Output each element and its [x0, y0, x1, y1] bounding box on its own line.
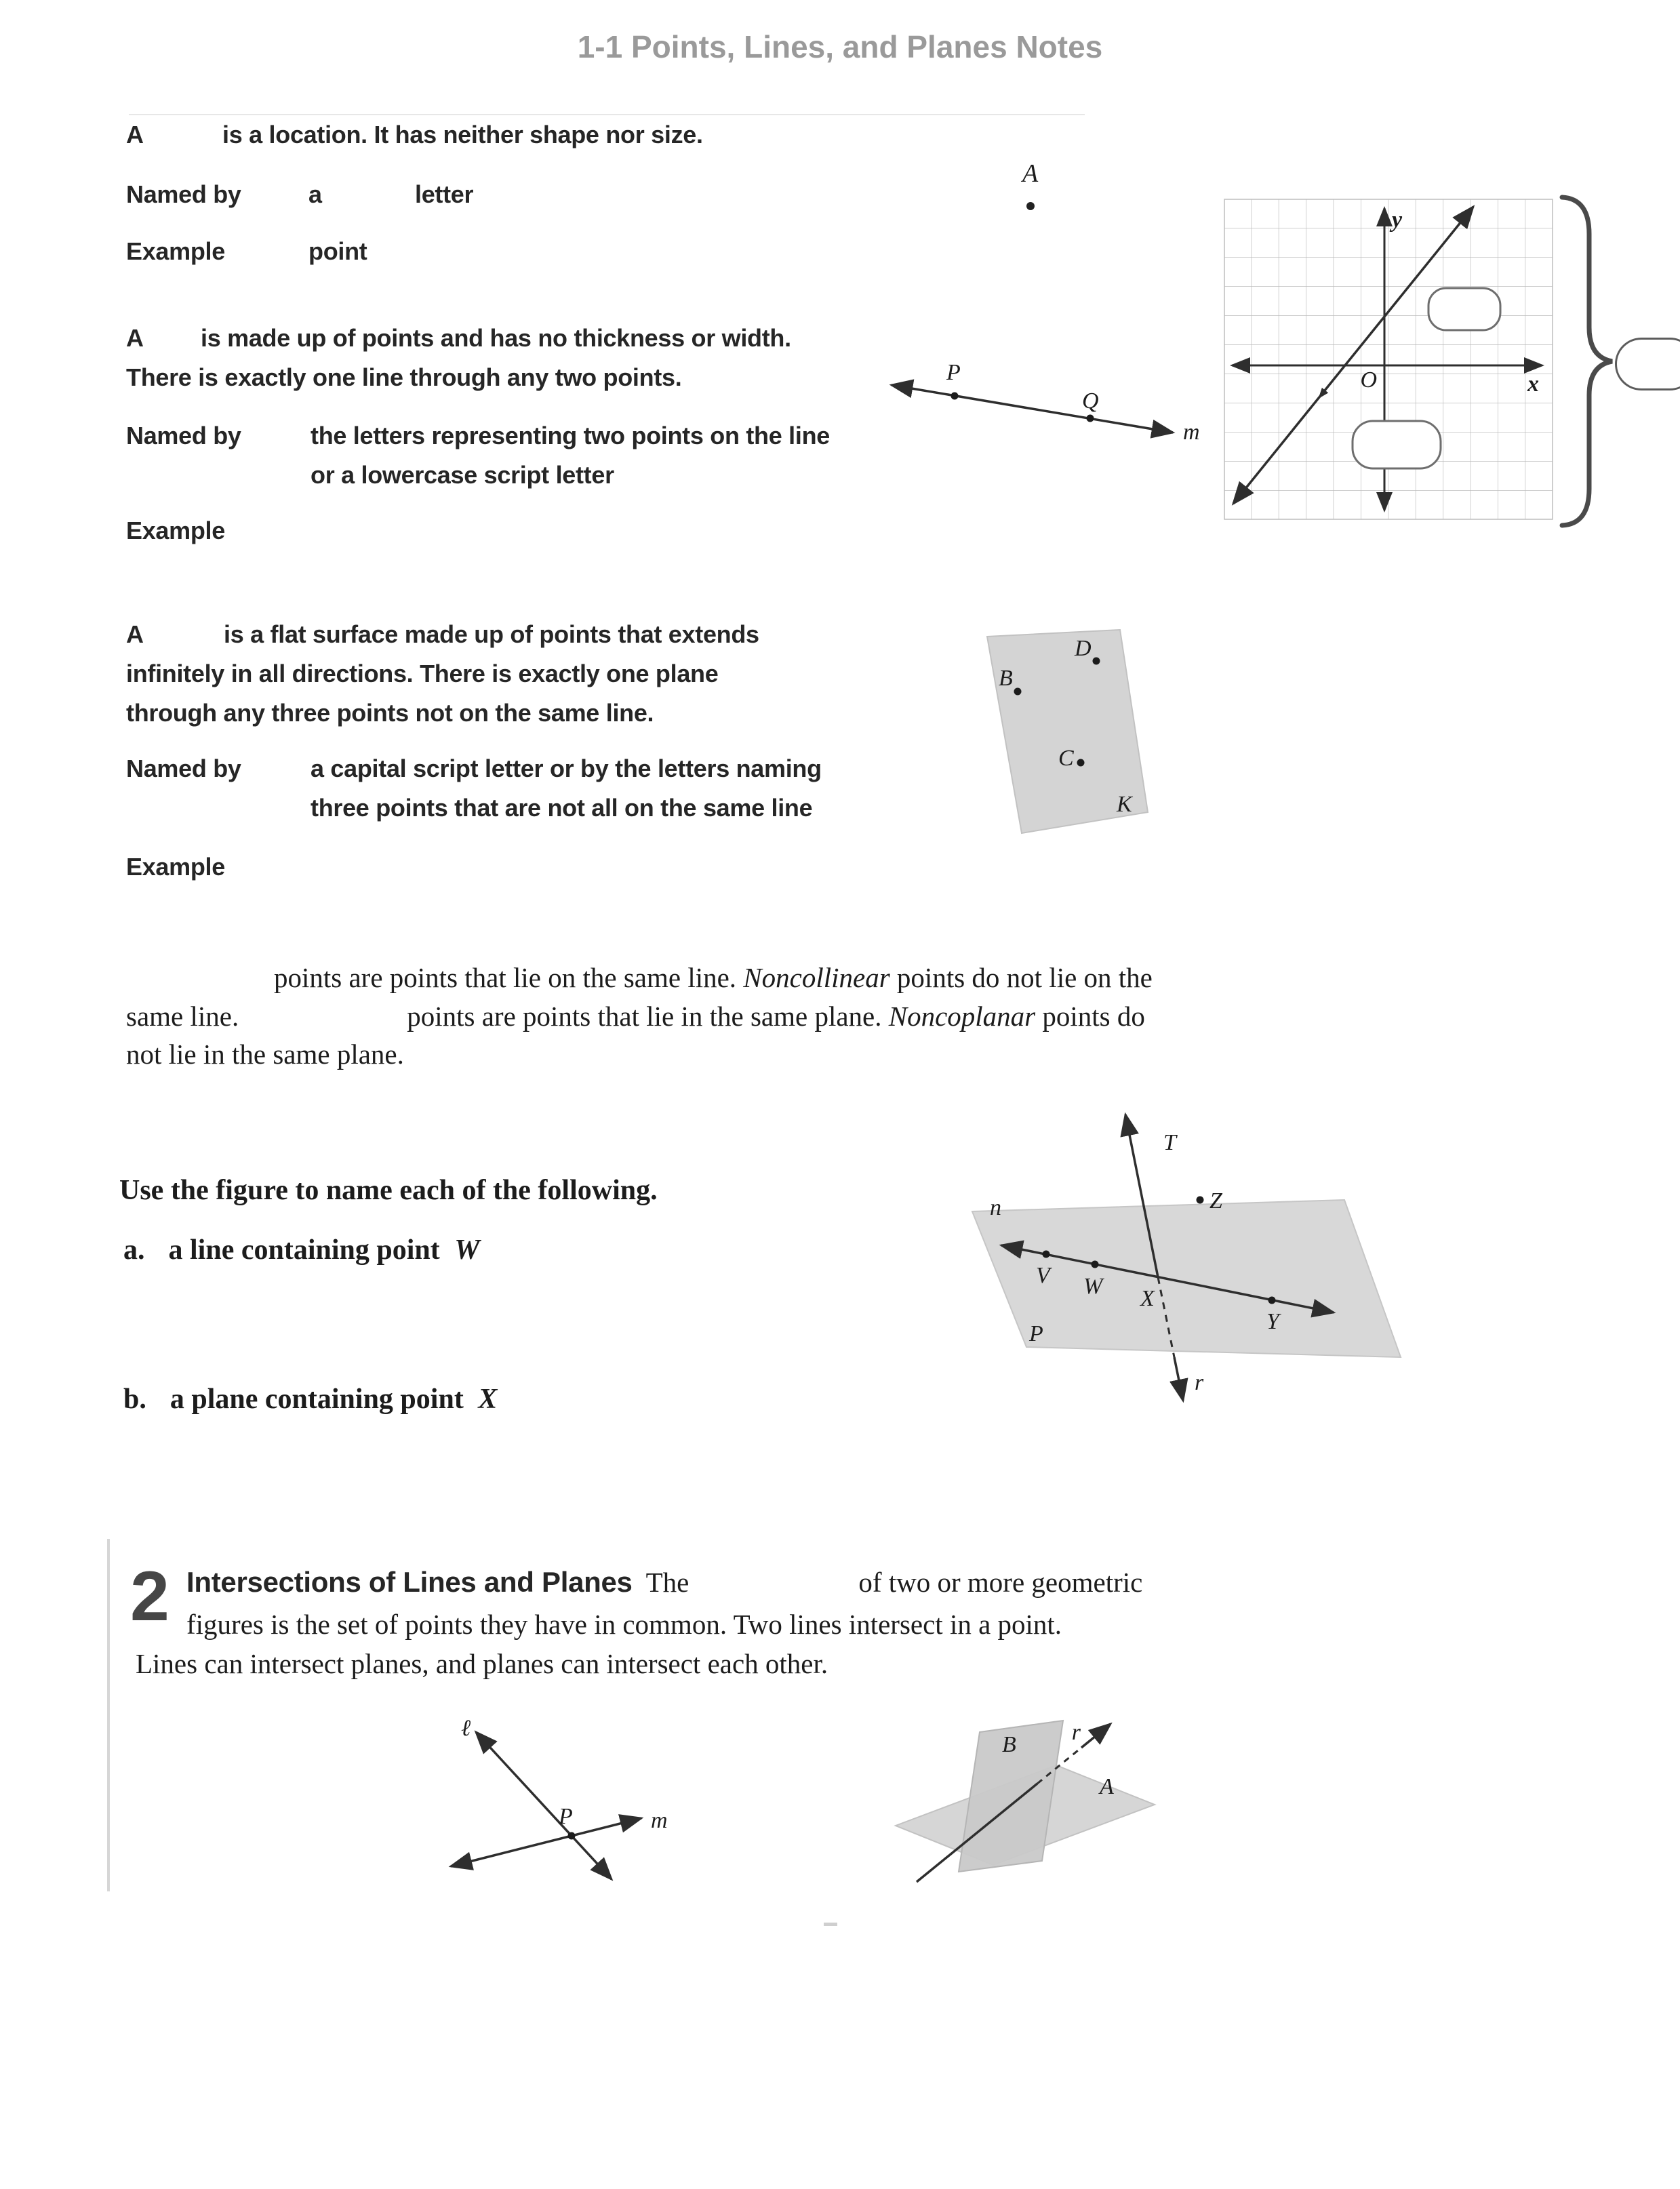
point-p2-dot: [568, 1832, 576, 1840]
collinear-paragraph-line3: not lie in the same plane.: [126, 1039, 404, 1070]
plane-named-by-label: Named by: [126, 755, 241, 782]
line-term-prefix: A: [126, 324, 144, 352]
section-2-line1: Intersections of Lines and Planes The of two or more geometric: [186, 1566, 1143, 1598]
plane-p-figure: [936, 1105, 1431, 1451]
origin-label: O: [1360, 367, 1377, 393]
point-figure-label: A: [1022, 159, 1039, 188]
line-t-lower: [1174, 1357, 1183, 1401]
plane-b-label: B: [1002, 1732, 1016, 1757]
coplanar-blank: [239, 1025, 407, 1026]
point-c-dot: [1077, 759, 1085, 767]
section-2-heading: Intersections of Lines and Planes: [186, 1566, 633, 1598]
point-q-label: Q: [1082, 388, 1099, 414]
line-definition-2: There is exactly one line through any two points.: [126, 363, 682, 391]
section-2-lead: The: [645, 1567, 689, 1598]
scan-artifact-line: [129, 114, 1085, 115]
point-v-dot: [1043, 1251, 1050, 1258]
point-z-dot: [1197, 1197, 1204, 1204]
item-a-label: a.: [123, 1234, 145, 1266]
point-v-label: V: [1036, 1263, 1050, 1288]
point-q-dot: [1087, 415, 1094, 422]
exercise-item-b: b. a plane containing point X: [123, 1384, 498, 1415]
line-r-label: r: [1071, 1720, 1081, 1745]
point-x-label: X: [1140, 1286, 1155, 1311]
brace-path: [1562, 197, 1612, 525]
line-m2-label: m: [651, 1808, 668, 1833]
point-example-label: Example: [126, 237, 225, 265]
item-b-label: b.: [123, 1384, 146, 1415]
plane-k-figure: [973, 627, 1169, 841]
line-l-label: ℓ: [461, 1716, 471, 1741]
point-c-label: C: [1058, 746, 1074, 771]
collinear-blank: [126, 986, 274, 987]
ray-r-label: r: [1195, 1370, 1204, 1395]
plane-a-label: A: [1100, 1774, 1114, 1799]
point-z-label: Z: [1209, 1188, 1222, 1213]
point-definition: is a location. It has neither shape nor size.: [222, 121, 703, 148]
point-b-label: B: [999, 666, 1013, 691]
line-named-by-2: or a lowercase script letter: [311, 461, 614, 489]
line-n-label: n: [990, 1195, 1001, 1220]
line-example-label: Example: [126, 517, 225, 544]
scan-artifact-streak: [107, 1539, 110, 1891]
intersecting-planes-figure: [881, 1673, 1173, 1910]
point-w-dot: [1092, 1261, 1099, 1268]
answer-blank-lower: [1353, 421, 1441, 468]
plane-term-prefix: A: [126, 620, 144, 648]
section-2-line3: Lines can intersect planes, and planes can intersect each other.: [136, 1648, 828, 1679]
x-axis-label: x: [1527, 371, 1539, 397]
point-example-value: point: [308, 237, 367, 265]
y-axis-label: y: [1392, 207, 1403, 233]
point-d-dot: [1093, 658, 1100, 665]
intersection-blank: [689, 1591, 858, 1592]
section-2-number: 2: [130, 1557, 169, 1636]
point-figure-dot: [1026, 202, 1035, 210]
grid-paper: [1224, 199, 1553, 519]
line-m2: [451, 1818, 641, 1866]
point-y-label: Y: [1266, 1309, 1279, 1334]
line-l: [476, 1732, 612, 1879]
collinear-paragraph-line2: same line. points are points that lie in the same plane. Noncoplanar points do: [126, 1001, 1145, 1032]
plane-definition-2: infinitely in all directions. There is exactly one plane: [126, 660, 719, 687]
point-named-by-value: letter: [415, 180, 474, 208]
point-p2-label: P: [559, 1804, 573, 1829]
line-named-by-1: the letters representing two points on the line: [311, 422, 830, 449]
exercise-prompt: Use the figure to name each of the following.: [119, 1175, 658, 1206]
scan-artifact-dash: [824, 1923, 837, 1926]
exercise-item-a: a. a line containing point W: [123, 1234, 480, 1266]
plane-definition-3: through any three points not on the same line.: [126, 699, 654, 727]
point-named-by-article: a: [308, 180, 322, 208]
line-m-label: m: [1183, 420, 1200, 445]
point-named-by-label: Named by: [126, 180, 241, 208]
section-2-line2: figures is the set of points they have in common. Two lines intersect in a point.: [186, 1609, 1062, 1640]
plane-k-label: K: [1117, 792, 1132, 817]
line-named-by-label: Named by: [126, 422, 241, 449]
page-title: 1-1 Points, Lines, and Planes Notes: [577, 29, 1103, 64]
plane-p-label: P: [1029, 1321, 1043, 1346]
item-b-var: X: [478, 1384, 498, 1415]
answer-blank-upper: [1428, 288, 1500, 330]
line-figure: [881, 359, 1220, 461]
point-term-prefix: A: [126, 121, 144, 148]
line-definition-1: is made up of points and has no thickness or width.: [201, 324, 791, 352]
point-p-label: P: [946, 360, 961, 385]
point-y-dot: [1268, 1297, 1276, 1304]
line-m: [892, 385, 1173, 433]
plane-definition-1: is a flat surface made up of points that extends: [224, 620, 759, 648]
item-a-var: W: [454, 1234, 480, 1266]
collinear-paragraph-line1: points are points that lie on the same line. Noncollinear points do not lie on the: [126, 961, 1153, 994]
line-r-arrow: [1081, 1724, 1111, 1748]
curly-brace: [1554, 192, 1616, 531]
intersecting-lines-figure: [434, 1708, 692, 1905]
plane-named-by-1: a capital script letter or by the letters naming: [311, 755, 822, 782]
point-b-dot: [1014, 688, 1022, 696]
point-p-dot: [951, 393, 959, 400]
answer-blank-pill: [1615, 338, 1680, 390]
point-d-label: D: [1075, 636, 1092, 661]
coordinate-grid-figure: [1224, 199, 1553, 520]
plane-example-label: Example: [126, 853, 225, 881]
plane-named-by-2: three points that are not all on the same line: [311, 794, 813, 822]
point-w-label: W: [1083, 1274, 1103, 1299]
line-t-label: T: [1163, 1130, 1176, 1155]
